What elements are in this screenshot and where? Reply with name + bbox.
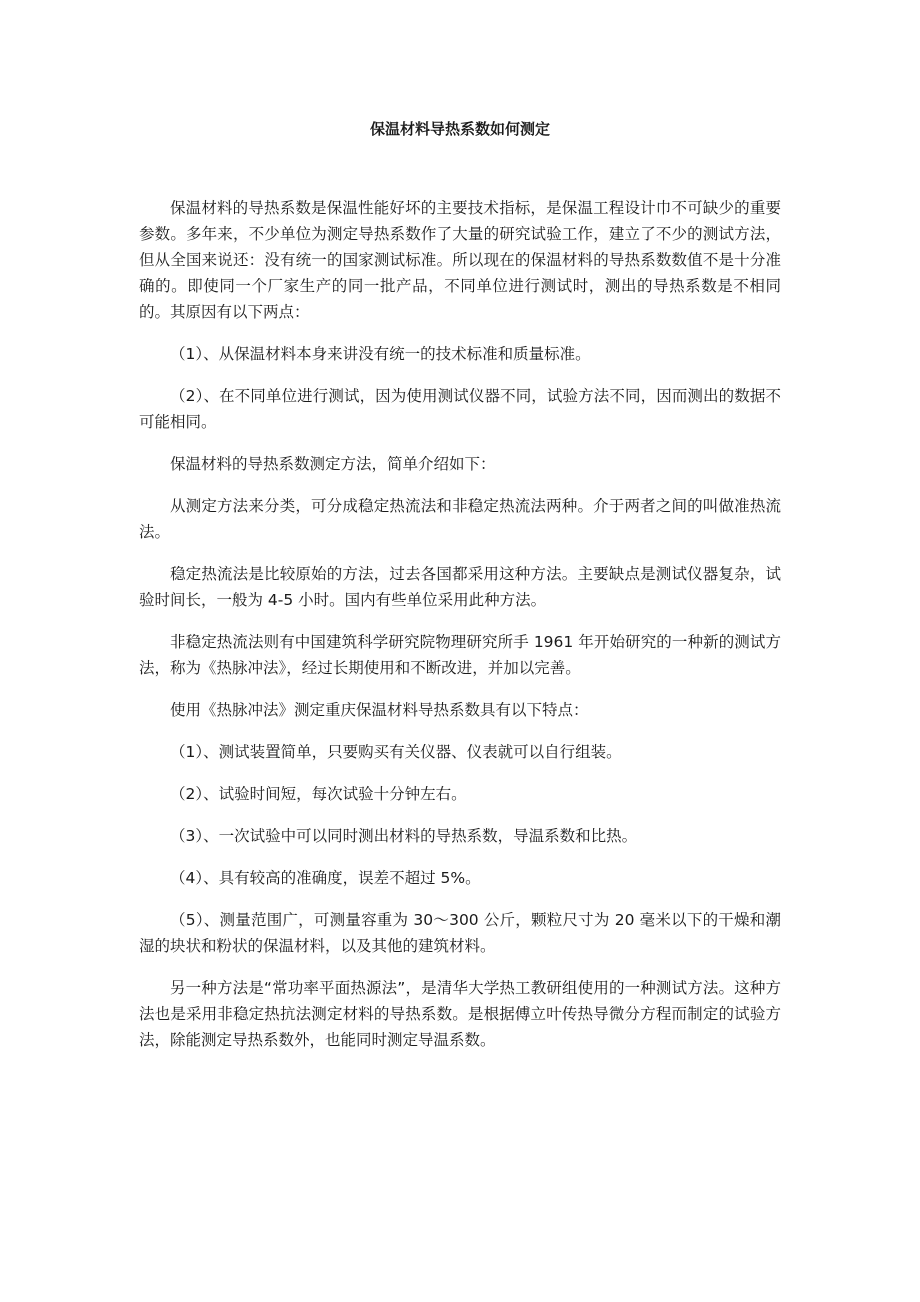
- paragraph-reason-1: （1）、从保温材料本身来讲没有统一的技术标准和质量标准。: [170, 345, 591, 363]
- paragraph-feature-2: （2）、试验时间短，每次试验十分钟左右。: [170, 785, 467, 803]
- paragraph-feature-4: （4）、具有较高的准确度，误差不超过 5%。: [170, 869, 481, 887]
- paragraph-feature-3: （3）、一次试验中可以同时测出材料的导热系数，导温系数和比热。: [170, 827, 638, 845]
- document-body: [139, 195, 781, 1069]
- paragraph-feature-1: （1）、测试装置简单，只要购买有关仪器、仪表就可以自行组装。: [170, 743, 622, 761]
- paragraph-intro: 保温材料的导热系数是保温性能好坏的主要技术指标，是保温工程设计巾不可缺少的重要参数。多年来，不少单位为测定导热系数作了大量的研究试验工作，建立了不少的测试方法，但从全国来说还：没有统一的国家测试标准。所以现在的保温材料的导热系数数值不是十分准确的。即使同一个厂家生产的同一批产品，不同单位进行测试时，测出的导热系数是不相同的。其原因有以下两点：: [139, 199, 781, 321]
- paragraph-constant-power: 另一种方法是“常功率平面热源法”，是清华大学热工教研组使用的一种测试方法。这种方法也是采用非稳定热抗法测定材料的导热系数。是根据傅立叶传热导微分方程而制定的试验方法，除能测定导热系数外，也能同时测定导温系数。: [139, 979, 781, 1049]
- paragraph-methods-intro: 保温材料的导热系数测定方法，简单介绍如下：: [170, 455, 496, 473]
- paragraph-steady-flow: 稳定热流法是比较原始的方法，过去各国都采用这种方法。主要缺点是测试仪器复杂，试验时间长，一般为 4-5 小时。国内有些单位采用此种方法。: [139, 565, 781, 609]
- paragraph-features-intro: 使用《热脉冲法》测定重庆保温材料导热系数具有以下特点：: [170, 701, 589, 719]
- paragraph-reason-2: （2）、在不同单位进行测试，因为使用测试仪器不同，试验方法不同，因而测出的数据不可能相同。: [139, 387, 781, 431]
- paragraph-unsteady-flow: 非稳定热流法则有中国建筑科学研究院物理研究所手 1961 年开始研究的一种新的测试方法，称为《热脉冲法》，经过长期使用和不断改进，并加以完善。: [139, 633, 781, 677]
- paragraph-classification: 从测定方法来分类，可分成稳定热流法和非稳定热流法两种。介于两者之间的叫做准热流法。: [139, 497, 781, 541]
- page-title: 保温材料导热系数如何测定: [369, 120, 550, 138]
- paragraph-feature-5: （5）、测量范围广，可测量容重为 30～300 公斤，颗粒尺寸为 20 毫米以下的干燥和潮湿的块状和粉状的保温材料，以及其他的建筑材料。: [139, 911, 781, 955]
